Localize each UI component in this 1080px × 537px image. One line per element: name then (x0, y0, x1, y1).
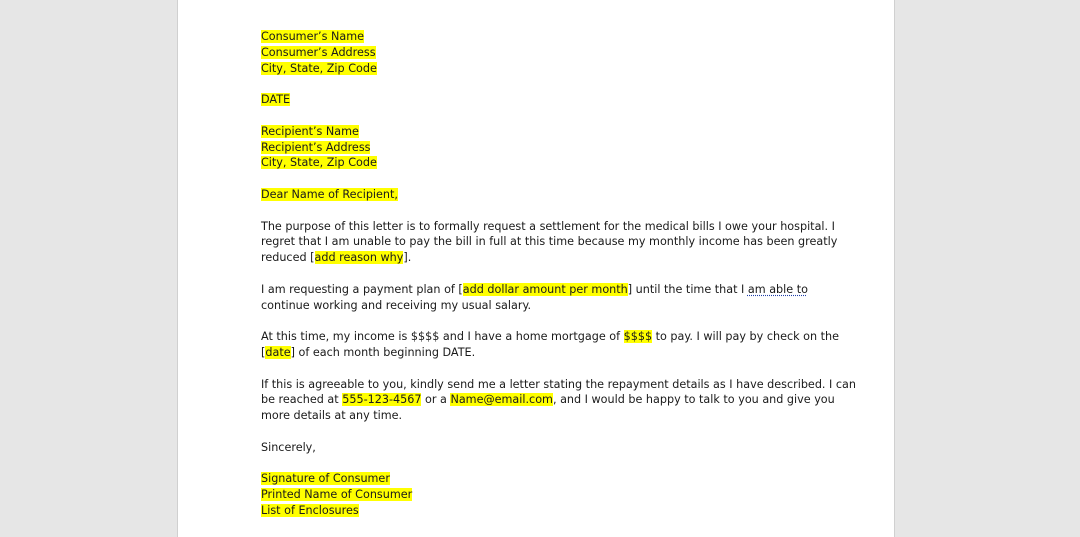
document-page (177, 0, 895, 537)
paragraph-4-line-1: If this is agreeable to you, kindly send me a letter stating the repayment details as I have described. I can (261, 377, 856, 391)
sender-address: Consumer’s Address (261, 45, 376, 59)
text-run: ]. (403, 251, 412, 265)
letter-body[interactable] (261, 29, 856, 535)
placeholder-amount: add dollar amount per month (462, 282, 628, 296)
placeholder-mortgage: $$$$ (623, 330, 653, 344)
sender-name: Consumer’s Name (261, 30, 364, 43)
text-run: , and I would be happy to talk to you and give you (552, 393, 835, 407)
text-run: [ (261, 345, 266, 359)
salutation-text: Dear Name of Recipient, (261, 187, 398, 201)
paragraph-4-line-3: more details at any time. (261, 409, 403, 423)
closing (261, 440, 821, 456)
enclosures: List of Enclosures (261, 503, 359, 517)
paragraph-4 (261, 377, 856, 424)
sender-city: City, State, Zip Code (261, 61, 377, 75)
text-run: be reached at (261, 393, 343, 407)
placeholder-date: date (265, 345, 291, 359)
letter-date: DATE (261, 93, 291, 107)
paragraph-3-line-1 (261, 329, 839, 345)
paragraph-2-line-1 (261, 282, 821, 298)
recipient-address: Recipient’s Address (261, 140, 371, 154)
paragraph-2-line-2: continue working and receiving my usual salary. (261, 298, 532, 312)
paragraph-1-line-1: The purpose of this letter is to formally request a settlement for the medical bills I owe your hospital. I (261, 219, 835, 233)
placeholder-reason: add reason why (314, 251, 404, 265)
text-run: At this time, my income is $$$$ and I have a home mortgage of (261, 330, 624, 344)
sender-block (261, 29, 821, 76)
placeholder-phone: 555-123-4567 (342, 393, 422, 407)
text-run: or a (421, 393, 451, 407)
printed-name: Printed Name of Consumer (261, 488, 413, 502)
date-block (261, 92, 821, 108)
text-run: I am requesting a payment plan of [ (261, 282, 463, 296)
recipient-name: Recipient’s Name (261, 124, 359, 138)
paragraph-1-line-3 (261, 250, 821, 266)
paragraph-1 (261, 219, 838, 266)
signature: Signature of Consumer (261, 472, 390, 486)
salutation (261, 187, 821, 203)
signature-block (261, 471, 821, 518)
paragraph-2 (261, 282, 821, 314)
recipient-city: City, State, Zip Code (261, 156, 377, 170)
text-run: ] of each month beginning DATE. (290, 345, 476, 359)
recipient-block (261, 124, 821, 171)
text-run: ] until the time that I (627, 282, 748, 296)
paragraph-3 (261, 329, 839, 361)
grammar-suggestion[interactable]: am able to (747, 282, 808, 296)
text-run: reduced [ (261, 251, 315, 265)
paragraph-4-line-2 (261, 392, 835, 408)
placeholder-email: Name@email.com (450, 393, 553, 407)
closing-text: Sincerely, (261, 440, 316, 454)
paragraph-1-line-2: regret that I am unable to pay the bill in full at this time because my monthly income has been greatly (261, 235, 838, 249)
text-run: to pay. I will pay by check on the (652, 330, 839, 344)
paragraph-3-line-2 (261, 345, 821, 361)
